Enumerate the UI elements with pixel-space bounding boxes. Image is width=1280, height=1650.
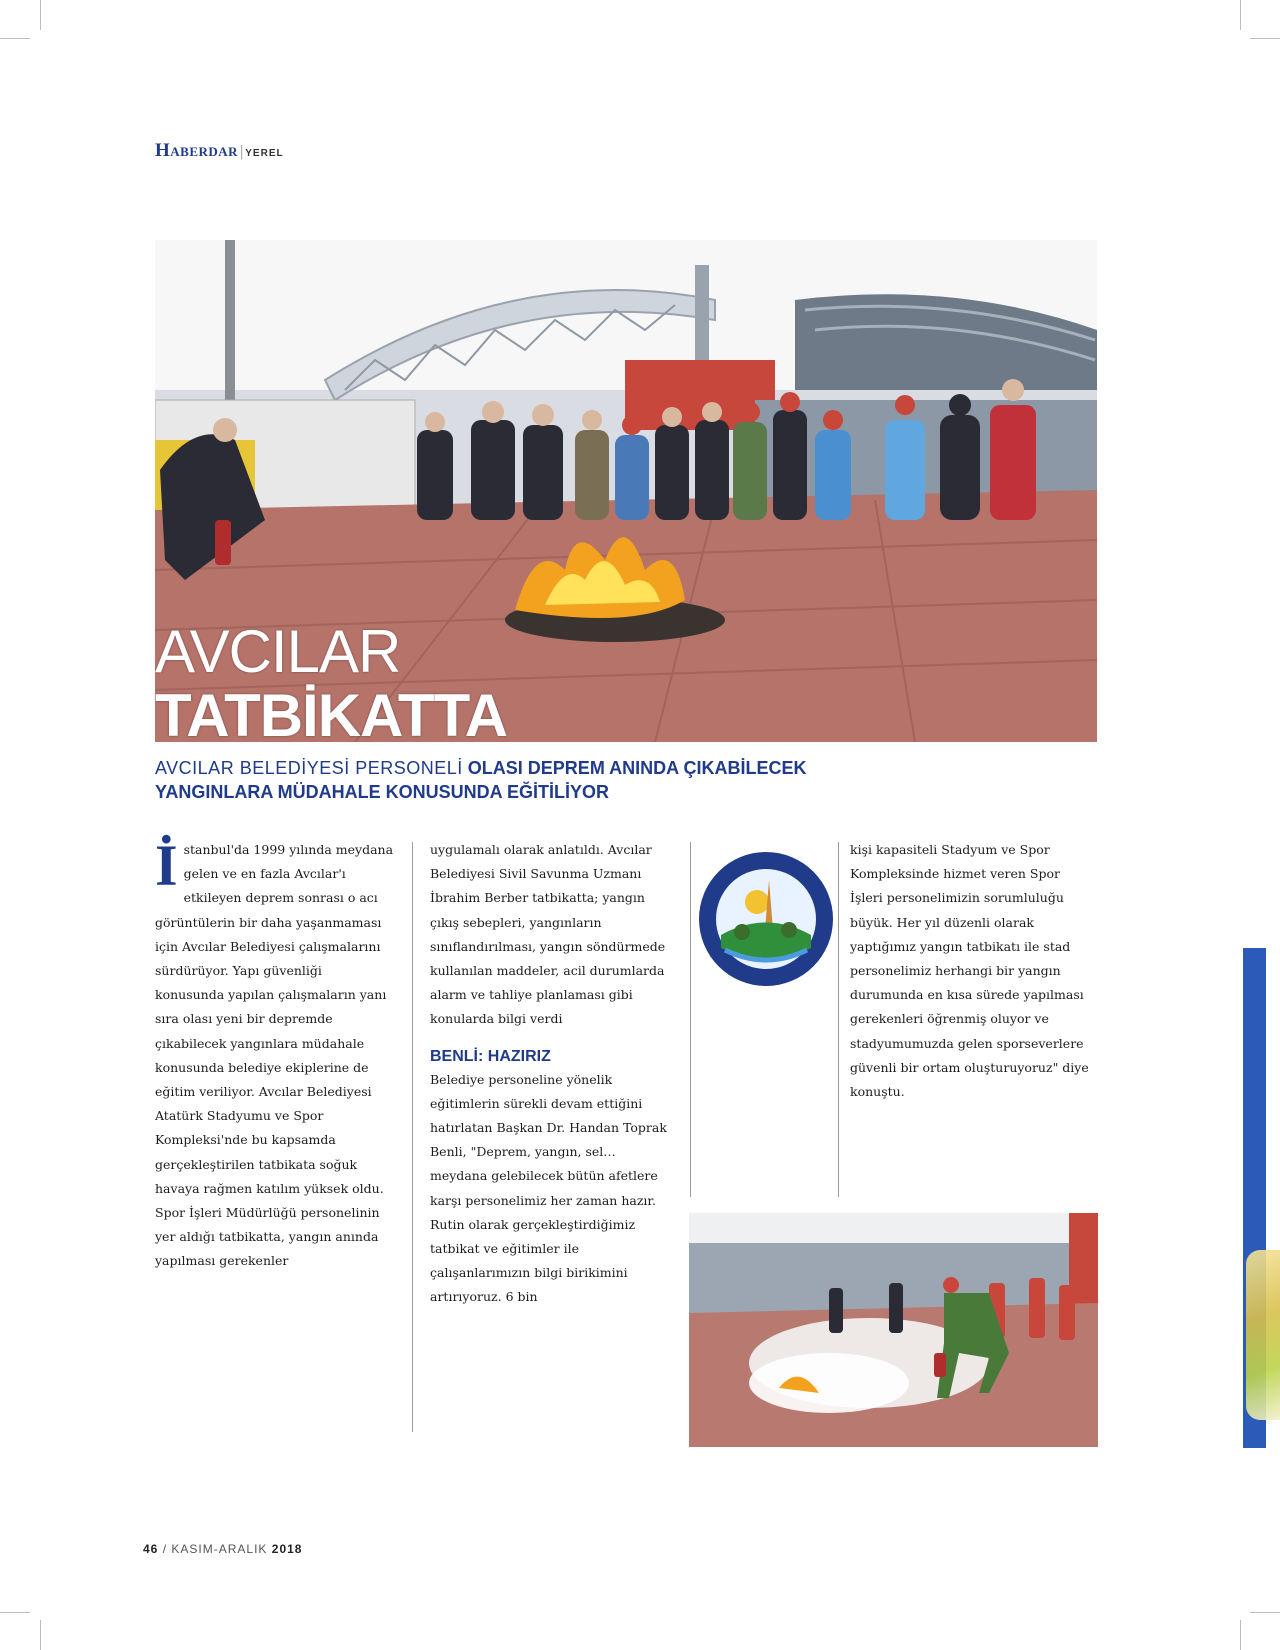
- column-divider: [412, 842, 413, 1432]
- header-separator: |: [240, 143, 244, 160]
- issue-label: KASIM-ARALIK: [171, 1542, 268, 1556]
- column-divider: [838, 842, 839, 1197]
- crop-mark: [40, 0, 41, 30]
- crop-mark: [40, 1620, 41, 1650]
- column-2-paragraph-2: Belediye personeline yönelik eğitimlerin sürekli devam ettiğini hatırlatan Başkan Dr. Handan Toprak Benli, "Deprem, yangın, sel… meydana gelebilecek bütün afetlere karşı personelimiz her zaman hazır. Rutin olarak gerçekleştirdiğimiz tatbikat ve eğitimler ile çalışanlarımızın bilgi birikimini artırıyoruz. 6 bin: [430, 1071, 667, 1305]
- drop-cap: İ: [155, 833, 178, 898]
- page-number: 46: [143, 1542, 159, 1556]
- crop-mark: [1250, 1612, 1280, 1613]
- article-column-1: [155, 833, 395, 1274]
- column-3-text: kişi kapasiteli Stadyum ve Spor Kompleksinde hizmet veren Spor İşleri personelimizin sorumluluğu büyük. Her yıl düzenli olarak yaptığımız yangın tatbikatı ile stad personelimiz herhangi bir yangın durumunda en kısa sürede yapılması gerekenleri öğrenmiş oluyor ve stadyumumuzda gelen sporseverlere güvenli bir ortam oluşturuyoruz" diye konuştu.: [850, 842, 1089, 1100]
- crop-mark: [0, 38, 30, 39]
- section-subtitle: BENLİ: HAZIRIZ: [430, 1047, 551, 1065]
- next-page-bleed-image: [1246, 1250, 1280, 1420]
- crop-mark: [0, 1612, 30, 1613]
- headline-line-2: TATBİKATTA: [155, 682, 508, 749]
- crop-mark: [1240, 0, 1241, 30]
- subheadline-light: AVCILAR BELEDİYESİ PERSONELİ: [155, 758, 463, 778]
- column-1-text: stanbul'da 1999 yılında meydana gelen ve en fazla Avcılar'ı etkileyen deprem sonrası o acı görüntülerin bir daha yaşanmaması için Avcılar Belediyesi çalışmalarını sürdürüyor. Yapı güvenliği konusunda yapılan çalışmaların yanı sıra olası yeni bir depremde çıkabilecek yangınlara müdahale konusunda belediye ekiplerine de eğitim veriliyor. Avcılar Belediyesi Atatürk Stadyumu ve Spor Kompleksi'nde bu kapsamda gerçekleştirilen tatbikata soğuk havaya rağmen katılım yüksek oldu. Spor İşleri Müdürlüğü personelinin yer aldığı tatbikatta, yangın anında yapılması gerekenler: [155, 842, 394, 1269]
- page-footer: [143, 1542, 302, 1556]
- subheadline-bold: OLASI DEPREM ANINDA ÇIKABİLECEK YANGINLARA MÜDAHALE KONUSUNDA EĞİTİLİYOR: [155, 758, 807, 802]
- municipality-logo: [697, 850, 835, 988]
- column-2-paragraph-1: uygulamalı olarak anlatıldı. Avcılar Belediyesi Sivil Savunma Uzmanı İbrahim Berber tatbikatta; yangın çıkış sebepleri, yangınların sınıflandırılması, yangın söndürmede kullanılan maddeler, acil durumlarda alarm ve tahliye planlaması gibi konularda bilgi verdi: [430, 842, 666, 1027]
- page-header: [155, 140, 284, 162]
- headline-line-1: AVCILAR: [155, 618, 401, 685]
- column-divider: [690, 842, 691, 1197]
- article-column-3: [850, 838, 1095, 1104]
- article-column-2: [430, 838, 670, 1310]
- subheadline: [155, 756, 915, 804]
- section-label: YEREL: [245, 148, 284, 159]
- drill-photo: [689, 1213, 1098, 1447]
- issue-year: 2018: [271, 1542, 303, 1556]
- footer-slash: /: [162, 1542, 168, 1556]
- magazine-brand: Haberdar: [155, 140, 239, 161]
- crop-mark: [1240, 1620, 1241, 1650]
- crop-mark: [1250, 38, 1280, 39]
